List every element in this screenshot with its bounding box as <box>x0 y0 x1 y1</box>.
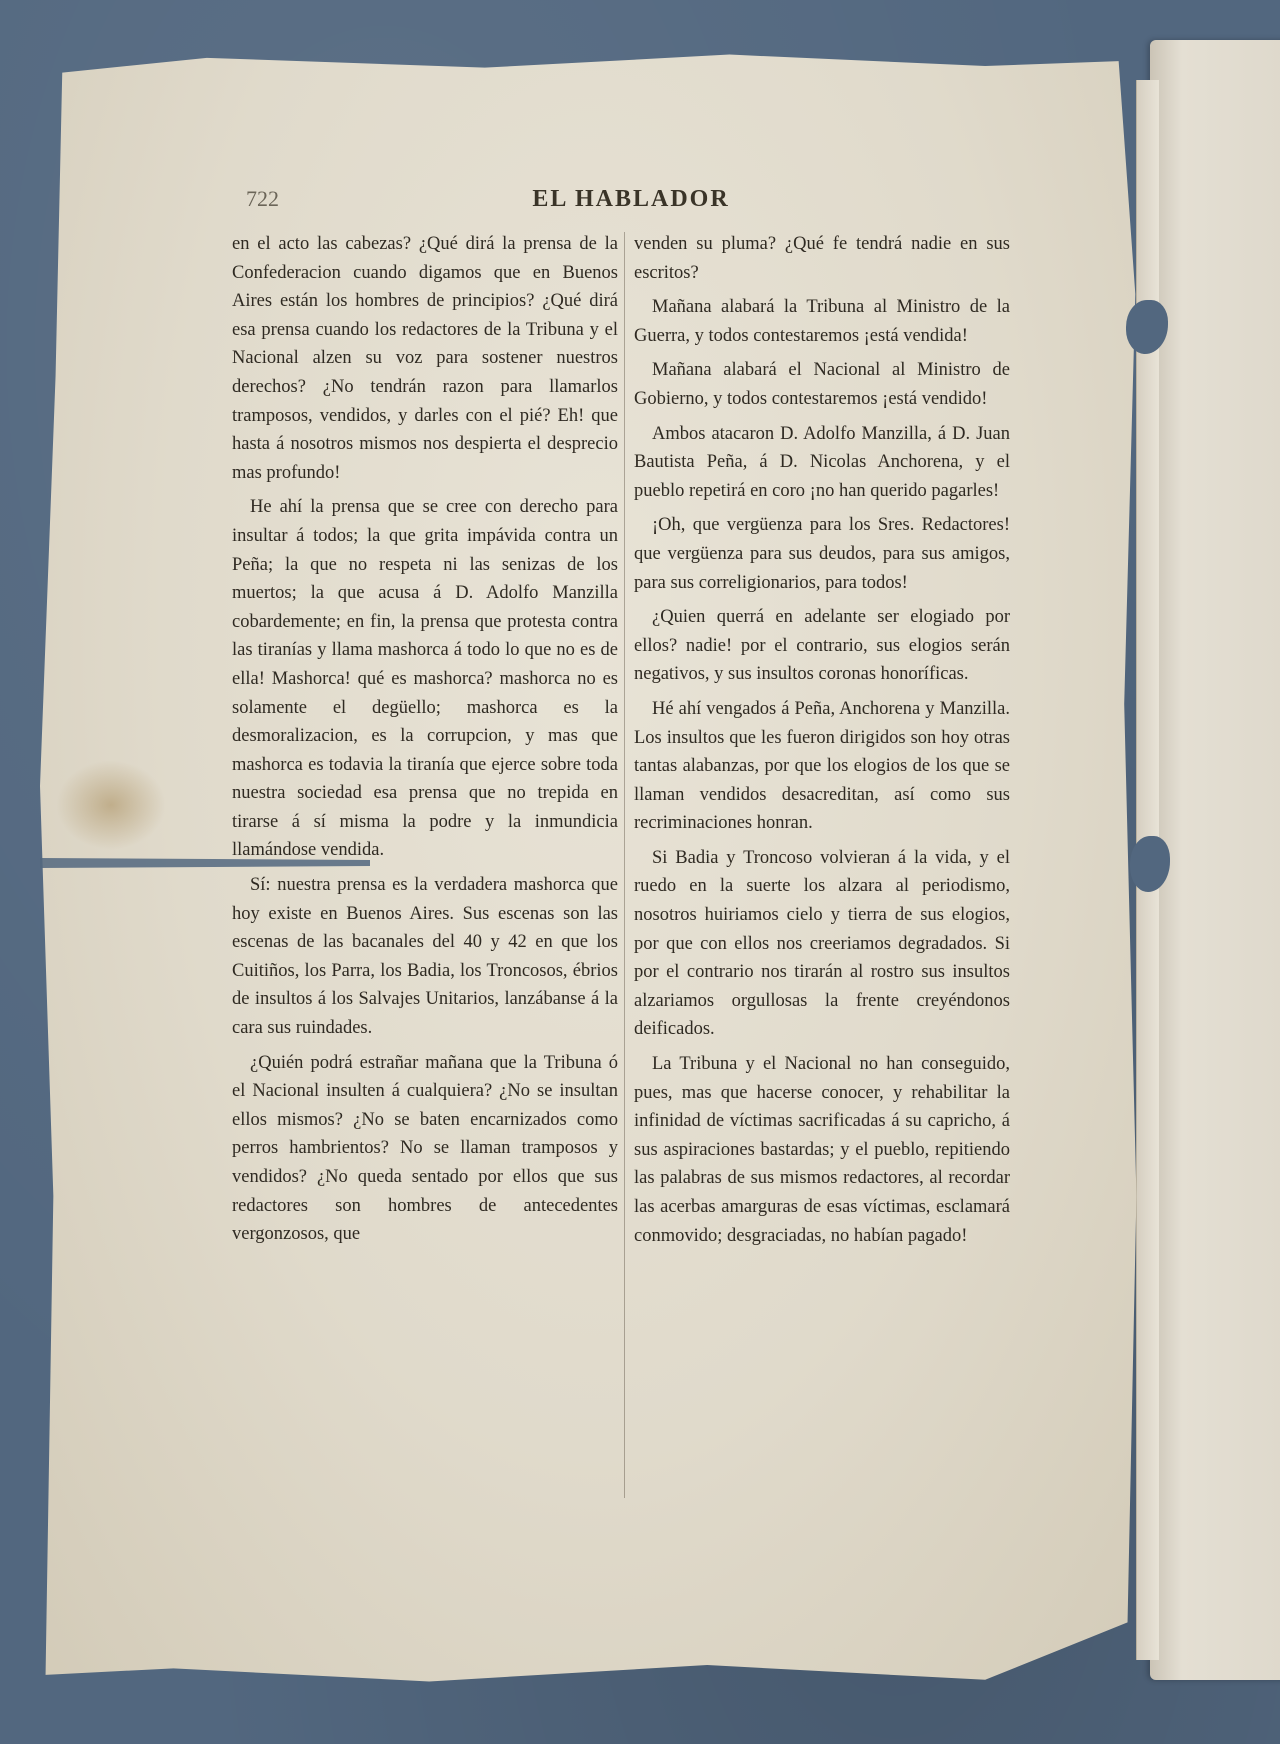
paragraph: He ahí la prensa que se cree con derecho para insultar á todos; la que grita impávida contra un Peña; la que no respeta ni las senizas de los muertos; la que acusa á D. Adolfo Manzilla cobardemente; en fin, la prensa que protesta contra las tiranías y llama mashorca á todo lo que no es de ella! Mashorca! qué es mashorca? mashorca no es solamente el degüello; mashorca es la desmoralizacion, es la corrupcion, y mas que mashorca es todavia la tiranía que ejerce sobre toda nuestra sociedad esa prensa que no trepida en tirarse á sí misma la podre y la inmundicia llamándose vendida. <box>232 497 618 861</box>
paragraph: ¿Quién podrá estrañar mañana que la Tribuna ó el Nacional insulten á cualquiera? ¿No se insultan ellos mismos? ¿No se baten encarnizados como perros hambrientos? No se llaman tramposos y vendidos? ¿No queda sentado por ellos que sus redactores son hombres de antecedentes vergonzosos, que <box>232 1052 618 1245</box>
journal-title: EL HABLADOR <box>532 186 730 212</box>
paragraph: ¡Oh, que vergüenza para los Sres. Redactores! que vergüenza para sus deudos, para sus amigos, para sus correligionarios, para todos! <box>634 515 1010 593</box>
column-divider <box>624 232 625 1498</box>
paragraph: en el acto las cabezas? ¿Qué dirá la prensa de la Confederacion cuando digamos que en Buenos Aires están los hombres de principios? ¿Qué dirá esa prensa cuando los redactores de la Tribuna y el Nacional alzen su voz para sostener nuestros derechos? ¿No tendrán razon para llamarlos tramposos, vendidos, y darles con el pié? Eh! que hasta á nosotros mismos nos despierta el desprecio mas profundo! <box>232 234 618 483</box>
running-head <box>246 186 1016 214</box>
paragraph: ¿Quien querrá en adelante ser elogiado por ellos? nadie! por el contrario, sus elogios serán negativos, y sus insultos coronas honoríficas. <box>634 607 1010 685</box>
paragraph: Si Badia y Troncoso volvieran á la vida, y el ruedo en la suerte los alzara al periodismo, nosotros huiriamos cielo y tierra de sus elogios, por que con ellos nos creeriamos degradados. Si por el contrario nos tirarán al rostro sus insultos alzariamos orgullosas la frente creyéndonos deificados. <box>634 847 1010 1040</box>
paragraph: venden su pluma? ¿Qué fe tendrá nadie en sus escritos? <box>634 234 1010 283</box>
paragraph: La Tribuna y el Nacional no han conseguido, pues, mas que hacerse conocer, y rehabilitar la infinidad de víctimas sacrificadas á su capricho, á sus aspiraciones bastardas; y el pueblo, repitiendo las palabras de sus mismos redactores, al recordar las acerbas amarguras de esas víctimas, esclamará conmovido; desgraciadas, no habían pagado! <box>634 1054 1010 1246</box>
paragraph: Mañana alabará la Tribuna al Ministro de la Guerra, y todos contestaremos ¡está vendida! <box>634 297 1010 346</box>
left-column <box>232 230 618 1255</box>
right-column <box>634 230 1010 1256</box>
paper-stain <box>56 760 166 850</box>
paragraph: Mañana alabará el Nacional al Ministro de Gobierno, y todos contestaremos ¡está vendido! <box>634 360 1010 409</box>
paragraph: Ambos atacaron D. Adolfo Manzilla, á D. Juan Bautista Peña, á D. Nicolas Anchorena, y el pueblo repetirá en coro ¡no han querido pagarles! <box>634 423 1010 501</box>
page-number: 722 <box>246 186 279 211</box>
paragraph: Sí: nuestra prensa es la verdadera mashorca que hoy existe en Buenos Aires. Sus escenas son las escenas de las bacanales del 40 y 42 en que los Cuitiños, los Parra, los Badia, los Troncosos, ébrios de insultos á los Salvajes Unitarios, lanzábanse á la cara sus ruindades. <box>232 875 618 1039</box>
paragraph: Hé ahí vengados á Peña, Anchorena y Manzilla. Los insultos que les fueron dirigidos son hoy otras tantas alabanzas, por que los elogios de los que se llaman vendidos desacreditan, así como sus recriminaciones honran. <box>634 698 1010 834</box>
